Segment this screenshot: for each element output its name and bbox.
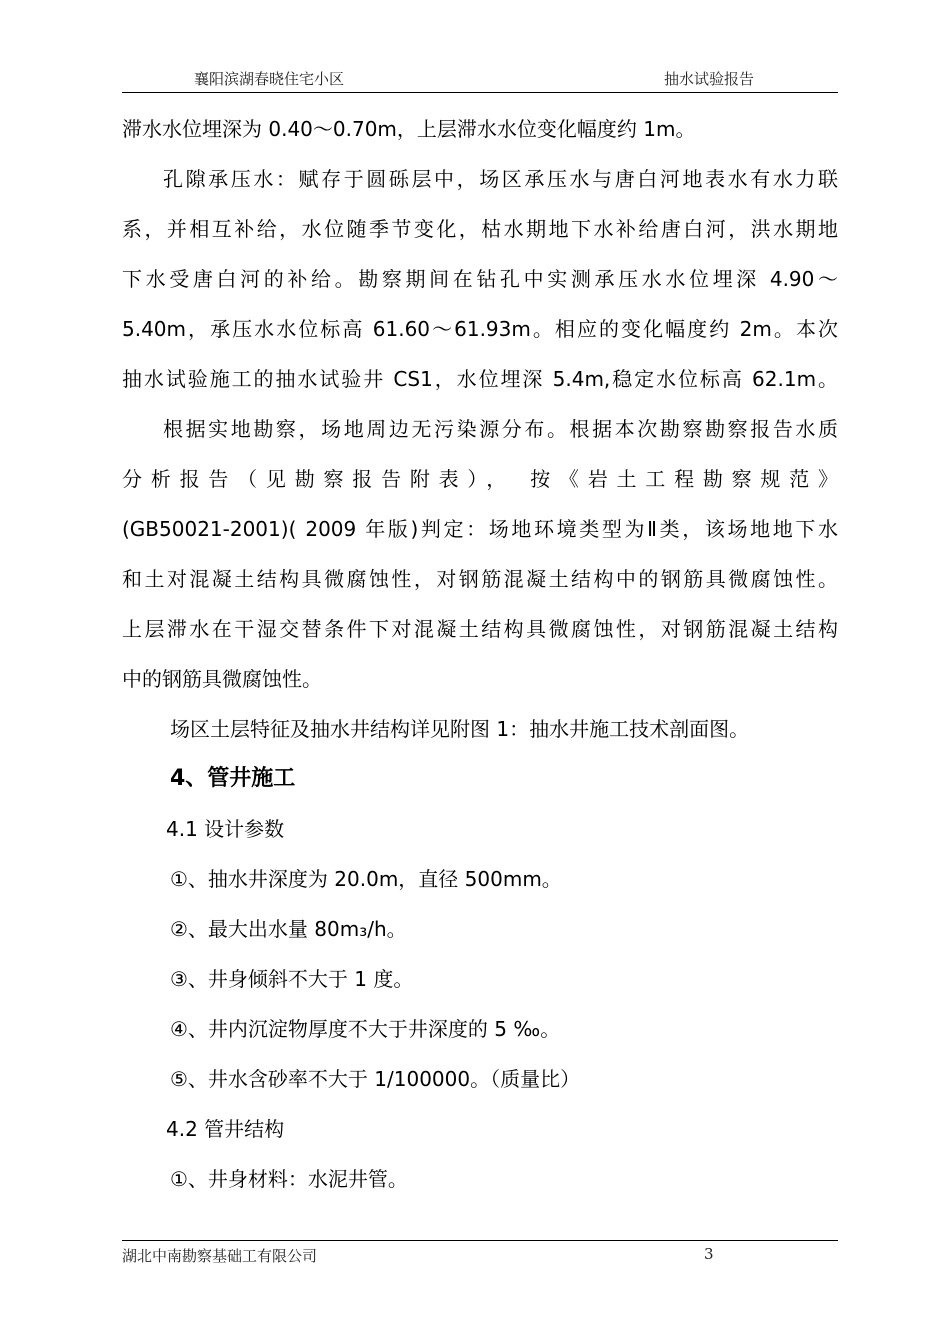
header-report-title: 抽水试验报告 (663, 70, 754, 88)
paragraph-line: 场区土层特征及抽水井结构详见附图 1：抽水井施工技术剖面图。 (170, 717, 750, 741)
paragraph-line: 下水受唐白河的补给。勘察期间在钻孔中实测承压水水位埋深 4.90～ (122, 267, 838, 291)
list-item: ③、井身倾斜不大于 1 度。 (170, 967, 414, 991)
paragraph-line: 根据实地勘察，场地周边无污染源分布。根据本次勘察勘察报告水质 (163, 417, 838, 441)
page-number: 3 (704, 1245, 714, 1263)
subsection-heading: 4.1 设计参数 (166, 817, 285, 841)
section-heading: 4、管井施工 (170, 766, 296, 791)
footer-company-name: 湖北中南勘察基础工有限公司 (122, 1247, 318, 1265)
list-item: ①、井身材料：水泥井管。 (170, 1167, 408, 1191)
paragraph-line: 和土对混凝土结构具微腐蚀性，对钢筋混凝土结构中的钢筋具微腐蚀性。 (122, 567, 838, 591)
list-item: ④、井内沉淀物厚度不大于井深度的 5 ‰。 (170, 1017, 561, 1041)
paragraph-line: 中的钢筋具微腐蚀性。 (122, 667, 322, 691)
paragraph-line: 5.40m，承压水水位标高 61.60～61.93m。相应的变化幅度约 2m。本次 (122, 317, 838, 341)
paragraph-line: 滞水水位埋深为 0.40～0.70m，上层滞水水位变化幅度约 1m。 (122, 117, 696, 141)
page-footer (122, 1240, 838, 1269)
header-project-name: 襄阳滨湖春晓住宅小区 (194, 70, 345, 88)
page-header (122, 66, 838, 93)
list-item: ①、抽水井深度为 20.0m，直径 500mm。 (170, 867, 562, 891)
paragraph-line: 抽水试验施工的抽水试验井 CS1，水位埋深 5.4m,稳定水位标高 62.1m。 (122, 367, 838, 391)
list-item: ②、最大出水量 80m₃/h。 (170, 917, 407, 941)
paragraph-line: 上层滞水在干湿交替条件下对混凝土结构具微腐蚀性，对钢筋混凝土结构 (122, 617, 838, 641)
list-item: ⑤、井水含砂率不大于 1/100000。（质量比） (170, 1067, 581, 1091)
paragraph-line: 系，并相互补给，水位随季节变化，枯水期地下水补给唐白河，洪水期地 (122, 217, 838, 241)
paragraph-line: (GB50021-2001)( 2009 年版)判定：场地环境类型为Ⅱ类，该场地地下水 (122, 517, 838, 541)
paragraph-line: 孔隙承压水：赋存于圆砾层中，场区承压水与唐白河地表水有水力联 (163, 167, 838, 191)
subsection-heading: 4.2 管井结构 (166, 1117, 285, 1141)
paragraph-line: 分析报告（见勘察报告附表）， 按《岩土工程勘察规范》 (122, 467, 838, 491)
